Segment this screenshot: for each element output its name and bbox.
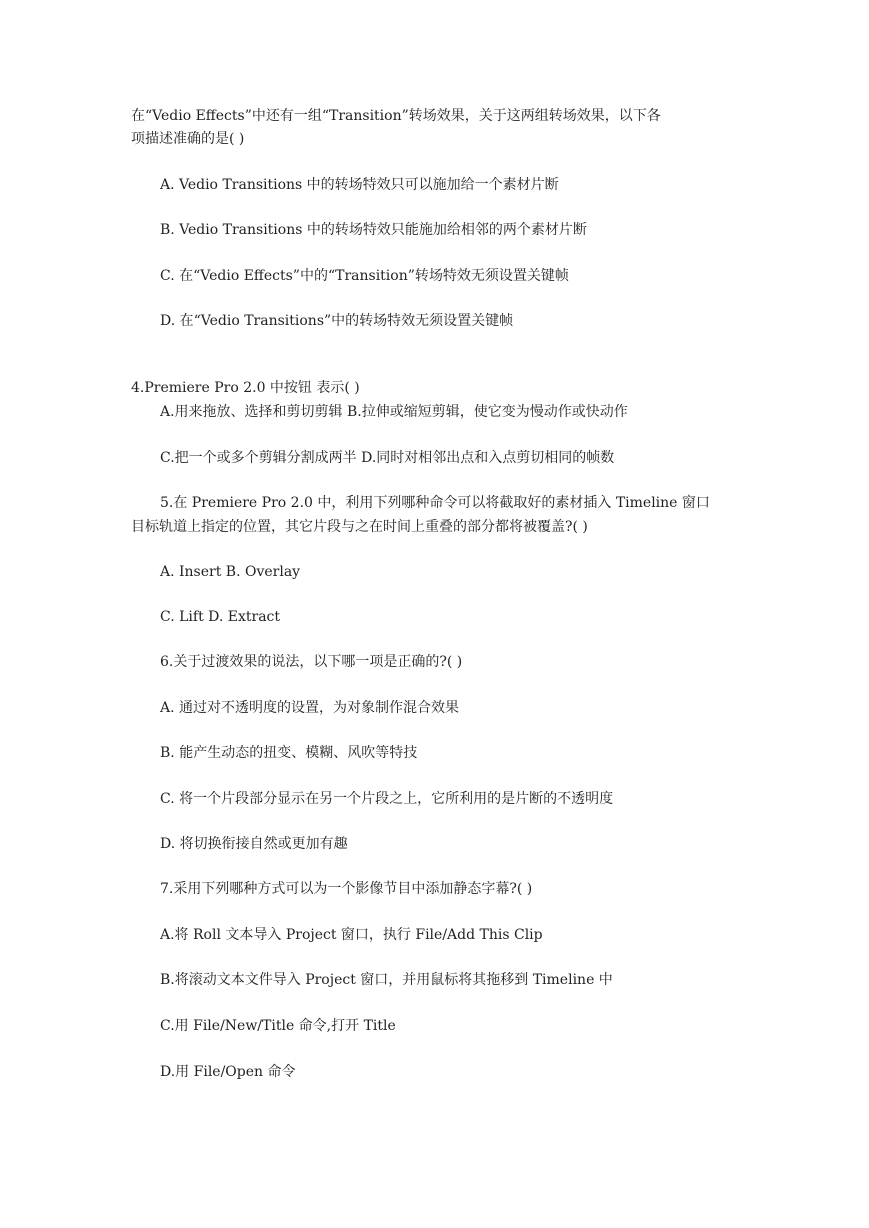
q7-stem: 7.采用下列哪种方式可以为一个影像节目中添加静态字幕?( ) (160, 881, 533, 897)
q7-option-b: B.将滚动文本文件导入 Project 窗口，并用鼠标将其拖移到 Timeline 中 (160, 972, 613, 988)
q6-option-b: B. 能产生动态的扭变、模糊、风吹等特技 (160, 745, 418, 761)
q5-stem-line-1: 5.在 Premiere Pro 2.0 中，利用下列哪种命令可以将截取好的素材插入 Timeline 窗口 (160, 495, 710, 511)
q4-stem: 4.Premiere Pro 2.0 中按钮 表示( ) (131, 380, 360, 396)
q3-option-c: C. 在“Vedio Effects”中的“Transition”转场特效无须设置关键帧 (160, 268, 569, 284)
q7-option-d: D.用 File/Open 命令 (160, 1064, 296, 1080)
q5-option-ab: A. Insert B. Overlay (160, 564, 301, 580)
q6-option-c: C. 将一个片段部分显示在另一个片段之上，它所利用的是片断的不透明度 (160, 791, 614, 807)
q5-stem-line-2: 目标轨道上指定的位置，其它片段与之在时间上重叠的部分都将被覆盖?( ) (131, 519, 588, 535)
q6-option-a: A. 通过对不透明度的设置，为对象制作混合效果 (160, 700, 460, 716)
q7-option-a: A.将 Roll 文本导入 Project 窗口，执行 File/Add This Clip (160, 927, 543, 943)
q4-option-ab: A.用来拖放、选择和剪切剪辑 B.拉伸或缩短剪辑，使它变为慢动作或快动作 (160, 404, 628, 420)
q6-stem: 6.关于过渡效果的说法，以下哪一项是正确的?( ) (160, 654, 463, 670)
q3-stem-line-1: 在“Vedio Effects”中还有一组“Transition”转场效果，关于这两组转场效果，以下各 (131, 108, 661, 124)
q7-option-c: C.用 File/New/Title 命令,打开 Title (160, 1018, 396, 1034)
q6-option-d: D. 将切换衔接自然或更加有趣 (160, 836, 348, 852)
q3-option-a: A. Vedio Transitions 中的转场特效只可以施加给一个素材片断 (160, 177, 559, 193)
q3-stem-line-2: 项描述准确的是( ) (131, 131, 245, 147)
q3-option-b: B. Vedio Transitions 中的转场特效只能施加给相邻的两个素材片断 (160, 222, 587, 238)
q3-option-d: D. 在“Vedio Transitions”中的转场特效无须设置关键帧 (160, 313, 514, 329)
q5-option-cd: C. Lift D. Extract (160, 609, 281, 625)
q4-option-cd: C.把一个或多个剪辑分割成两半 D.同时对相邻出点和入点剪切相同的帧数 (160, 450, 615, 466)
